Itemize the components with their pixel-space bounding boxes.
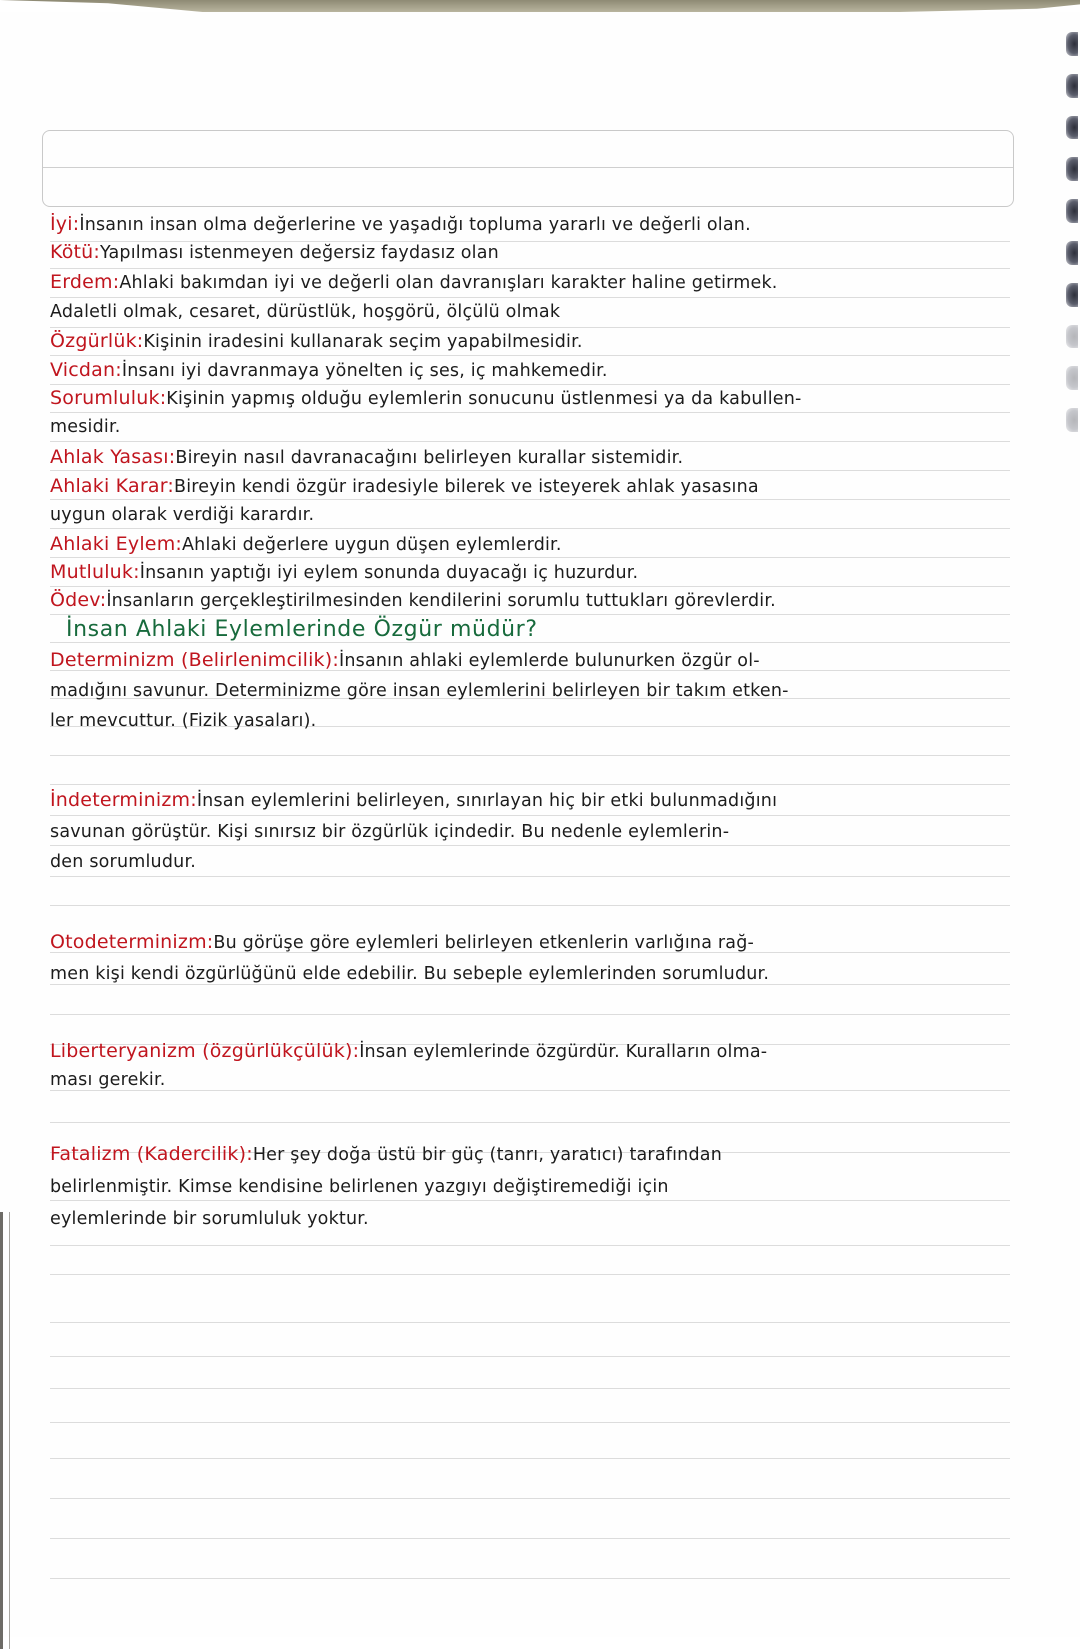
position-text: Her şey doğa üstü bir güç (tanrı, yaratıcı) tarafından [252,1145,722,1165]
position-determinizm [50,646,760,675]
position-text: İnsan eylemlerinde özgürdür. Kuralların olma- [359,1042,768,1062]
term-label: Determinizm (Belirlenimcilik): [50,649,339,671]
section-heading: İnsan Ahlaki Eylemlerinde Özgür müdür? [66,617,538,642]
definition-text: Yapılması istenmeyen değersiz faydasız olan [100,243,499,263]
rule-line [50,1538,1010,1539]
rule-line [50,1458,1010,1459]
rule-line [50,1245,1010,1246]
definition-odev [50,586,776,615]
term-label: Otodeterminizm: [50,931,214,953]
rule-line [50,1578,1010,1579]
term-label: Fatalizm (Kadercilik): [50,1143,253,1165]
spiral-ring-icon [1066,157,1078,181]
term-label: Ödev: [50,589,107,611]
definition-erdem-continuation [50,298,560,326]
rule-line [50,1356,1010,1357]
rule-line [50,905,1010,906]
rule-line [50,1274,1010,1275]
rule-line [50,1498,1010,1499]
spiral-ring-icon [1066,408,1078,432]
rule-line [50,1388,1010,1389]
spiral-ring-icon [1066,283,1078,307]
term-label: Liberteryanizm (özgürlükçülük): [50,1040,360,1062]
definition-text: Ahlaki değerlere uygun düşen eylemlerdir. [182,535,562,555]
position-line: ması gerekir. [50,1070,166,1090]
term-label: İndeterminizm: [50,789,197,811]
term-label: Mutluluk: [50,561,140,583]
position-line: ler mevcuttur. (Fizik yasaları). [50,711,317,731]
definition-vicdan [50,356,608,385]
rule-line [50,1322,1010,1323]
spiral-ring-icon [1066,366,1078,390]
position-line: savunan görüştür. Kişi sınırsız bir özgürlük içindedir. Bu nedenle eylemlerin- [50,822,730,842]
spiral-ring-icon [1066,116,1078,140]
spiral-ring-icon [1066,199,1078,223]
term-label: Kötü: [50,241,101,263]
definition-text: İnsanın yaptığı iyi eylem sonunda duyacağı iç huzurdur. [139,563,639,583]
definition-text: Kişinin iradesini kullanarak seçim yapabilmesidir. [143,332,583,352]
rule-line [50,815,1010,816]
definition-text: Bireyin nasıl davranacağını belirleyen kurallar sistemidir. [175,448,684,468]
definition-iyi [50,210,751,239]
term-label: Vicdan: [50,359,122,381]
header-divider [43,167,1013,168]
rule-line [50,1122,1010,1123]
definition-text: Adaletli olmak, cesaret, dürüstlük, hoşgörü, ölçülü olmak [50,302,561,322]
term-label: Ahlak Yasası: [50,446,176,468]
definition-ahlak-yasasi [50,443,683,472]
definition-sorumluluk [50,384,802,413]
spiral-ring-icon [1066,74,1078,98]
definition-mutluluk [50,558,638,587]
position-text: İnsanın ahlaki eylemlerde bulunurken özgür ol- [338,651,760,671]
page-header-box [42,130,1014,207]
definition-sorumluluk-continuation [50,413,121,441]
position-line: den sorumludur. [50,852,196,872]
term-label: Özgürlük: [50,330,144,352]
spiral-ring-icon [1066,325,1078,349]
definition-erdem [50,268,778,297]
definition-text: Ahlaki bakımdan iyi ve değerli olan davranışları karakter haline getirmek. [119,273,778,293]
definition-text: uygun olarak verdiği karardır. [50,505,315,525]
term-label: Ahlaki Eylem: [50,533,183,555]
rule-line [50,876,1010,877]
position-fatalizm [50,1140,722,1169]
rule-line [50,1090,1010,1091]
position-text: Bu görüşe göre eylemleri belirleyen etkenlerin varlığına rağ- [213,933,755,953]
term-label: Erdem: [50,271,120,293]
spiral-binding [1066,32,1080,432]
rule-line [50,755,1010,756]
definition-text: İnsanın insan olma değerlerine ve yaşadığı topluma yararlı ve değerli olan. [79,215,751,235]
position-line: eylemlerinde bir sorumluluk yoktur. [50,1209,369,1229]
position-text: İnsan eylemlerini belirleyen, sınırlayan hiç bir etki bulunmadığını [196,791,778,811]
definition-kotu [50,238,499,267]
rule-line [50,784,1010,785]
rule-line [50,1014,1010,1015]
page-edge [0,1212,10,1649]
rule-line [50,441,1010,442]
definition-text: İnsanı iyi davranmaya yönelten iç ses, iç mahkemedir. [121,361,608,381]
definition-ahlaki-eylem [50,530,562,559]
rule-line [50,1422,1010,1423]
spiral-ring-icon [1066,241,1078,265]
position-line: men kişi kendi özgürlüğünü elde edebilir. Bu sebeple eylemlerinden sorumludur. [50,964,770,984]
definition-text: Bireyin kendi özgür iradesiyle bilerek ve isteyerek ahlak yasasına [174,477,759,497]
definition-text: İnsanların gerçekleştirilmesinden kendilerini sorumlu tuttukları görevlerdir. [106,591,776,611]
definition-ozgurluk [50,327,583,356]
definition-text: mesidir. [50,417,121,437]
position-indeterminizm [50,786,777,815]
spiral-ring-icon [1066,32,1078,56]
definition-ahlaki-karar [50,472,759,501]
position-line: belirlenmiştir. Kimse kendisine belirlenen yazgıyı değiştiremediği için [50,1177,669,1197]
position-otodeterminizm [50,928,754,957]
position-line: madığını savunur. Determinizme göre insan eylemlerini belirleyen bir takım etken- [50,681,789,701]
position-liberteryanizm [50,1037,767,1066]
definition-ahlaki-karar-continuation [50,501,314,529]
term-label: Ahlaki Karar: [50,475,174,497]
term-label: Sorumluluk: [50,387,167,409]
definition-text: Kişinin yapmış olduğu eylemlerin sonucunu üstlenmesi ya da kabullen- [166,389,802,409]
term-label: İyi: [50,213,80,235]
